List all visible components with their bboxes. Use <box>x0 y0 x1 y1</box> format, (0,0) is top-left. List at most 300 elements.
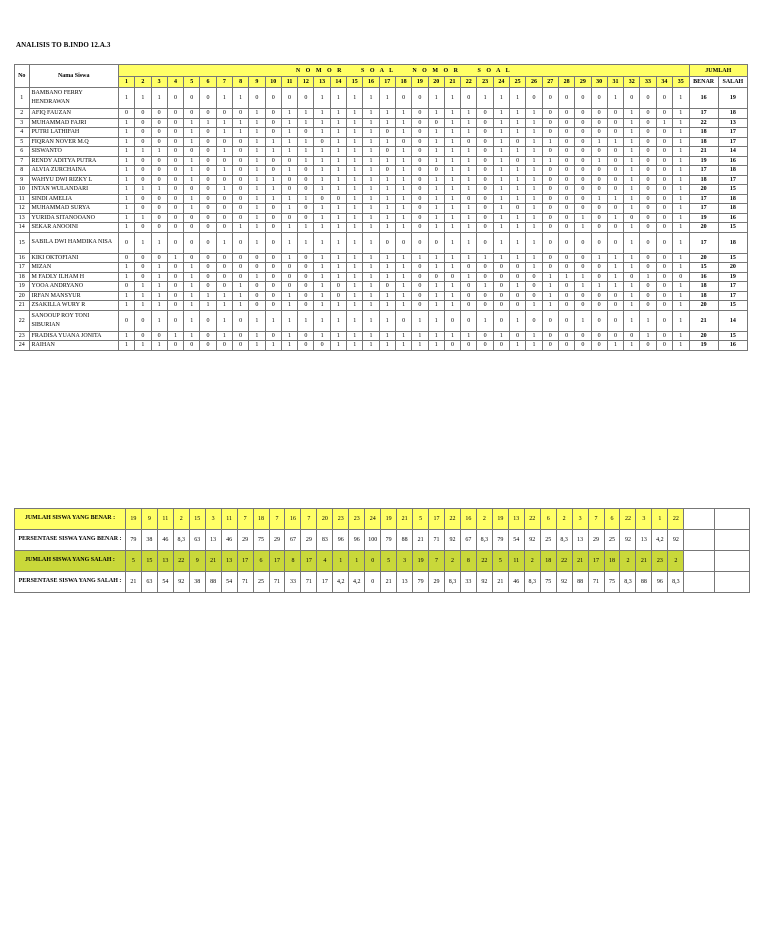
table-row <box>15 310 748 331</box>
score-cell: 0 <box>232 156 248 166</box>
score-cell: 0 <box>314 194 330 204</box>
score-cell: 0 <box>412 282 428 292</box>
score-cell: 0 <box>167 156 183 166</box>
score-cell: 1 <box>461 223 477 233</box>
score-cell: 1 <box>591 194 607 204</box>
score-cell: 1 <box>673 118 690 128</box>
summary-value: 21 <box>125 572 141 593</box>
score-cell: 0 <box>232 232 248 253</box>
score-cell: 1 <box>118 88 134 109</box>
score-cell: 1 <box>363 341 379 351</box>
score-cell: 0 <box>575 175 591 185</box>
score-cell: 0 <box>575 253 591 263</box>
score-cell: 0 <box>118 282 134 292</box>
score-cell: 1 <box>428 291 444 301</box>
score-cell: 1 <box>216 310 232 331</box>
score-cell: 1 <box>624 128 640 138</box>
score-cell: 0 <box>591 223 607 233</box>
score-cell: 1 <box>151 341 167 351</box>
score-cell: 1 <box>428 88 444 109</box>
score-cell: 0 <box>558 156 574 166</box>
score-cell: 0 <box>542 128 558 138</box>
score-cell: 0 <box>591 109 607 119</box>
analysis-table <box>14 64 748 351</box>
score-cell: 1 <box>216 147 232 157</box>
score-cell: 0 <box>575 137 591 147</box>
score-cell: 0 <box>135 331 151 341</box>
summary-value: 13 <box>397 572 413 593</box>
summary-value: 63 <box>189 530 205 551</box>
score-cell: 0 <box>412 291 428 301</box>
score-cell: 0 <box>379 147 395 157</box>
score-cell: 0 <box>510 272 526 282</box>
score-cell: 1 <box>428 213 444 223</box>
score-cell: 1 <box>526 156 542 166</box>
question-number: 35 <box>673 77 690 88</box>
score-cell: 1 <box>510 310 526 331</box>
student-name: BAMBANO FERRY HENDRAWAN <box>29 88 118 109</box>
score-cell: 1 <box>298 118 314 128</box>
table-row <box>15 263 748 273</box>
score-cell: 1 <box>444 88 460 109</box>
score-cell: 1 <box>412 310 428 331</box>
score-cell: 0 <box>656 223 672 233</box>
score-cell: 1 <box>184 166 200 176</box>
score-cell: 0 <box>200 156 216 166</box>
table-row <box>15 301 748 311</box>
score-cell: 0 <box>232 194 248 204</box>
score-cell: 0 <box>232 272 248 282</box>
score-cell: 0 <box>265 263 281 273</box>
score-cell: 1 <box>363 204 379 214</box>
score-cell: 1 <box>526 185 542 195</box>
score-cell: 1 <box>526 147 542 157</box>
score-cell: 1 <box>673 147 690 157</box>
score-cell: 1 <box>444 253 460 263</box>
score-cell: 0 <box>558 128 574 138</box>
score-cell: 1 <box>232 128 248 138</box>
score-cell: 0 <box>510 263 526 273</box>
summary-value: 25 <box>540 530 556 551</box>
score-cell: 1 <box>314 232 330 253</box>
score-cell: 1 <box>591 282 607 292</box>
score-cell: 0 <box>135 263 151 273</box>
score-cell: 0 <box>575 109 591 119</box>
score-cell: 1 <box>298 147 314 157</box>
student-name: WAHYU DWI RIZKY L <box>29 175 118 185</box>
score-cell: 0 <box>461 263 477 273</box>
student-name: ZSAKILLA WURY R <box>29 301 118 311</box>
score-cell: 0 <box>167 128 183 138</box>
total-salah: 20 <box>718 263 747 273</box>
score-cell: 0 <box>151 223 167 233</box>
summary-value: 38 <box>141 530 157 551</box>
score-cell: 1 <box>526 263 542 273</box>
score-cell: 1 <box>444 331 460 341</box>
score-cell: 0 <box>135 253 151 263</box>
summary-value: 13 <box>157 551 173 572</box>
score-cell: 1 <box>526 341 542 351</box>
summary-value: 5 <box>381 551 397 572</box>
score-cell: 1 <box>526 213 542 223</box>
summary-value: 19 <box>492 509 508 530</box>
question-number: 22 <box>461 77 477 88</box>
score-cell: 1 <box>347 310 363 331</box>
summary-value: 19 <box>125 509 141 530</box>
score-cell: 0 <box>281 213 297 223</box>
score-cell: 1 <box>330 109 346 119</box>
score-cell: 1 <box>673 232 690 253</box>
summary-value: 54 <box>157 572 173 593</box>
summary-value: 15 <box>189 509 205 530</box>
score-cell: 1 <box>510 128 526 138</box>
score-cell: 1 <box>673 223 690 233</box>
score-cell: 0 <box>412 109 428 119</box>
summary-table <box>14 508 750 593</box>
score-cell: 0 <box>379 166 395 176</box>
score-cell: 1 <box>461 272 477 282</box>
score-cell: 0 <box>640 223 656 233</box>
summary-value: 8,3 <box>445 572 461 593</box>
score-cell: 0 <box>200 331 216 341</box>
summary-value: 17 <box>317 572 333 593</box>
score-cell: 1 <box>216 118 232 128</box>
total-benar: 16 <box>689 272 718 282</box>
score-cell: 1 <box>444 263 460 273</box>
score-cell: 1 <box>347 253 363 263</box>
summary-value: 54 <box>508 530 524 551</box>
summary-value: 92 <box>556 572 572 593</box>
score-cell: 1 <box>493 194 509 204</box>
total-salah: 17 <box>718 128 747 138</box>
score-cell: 1 <box>379 204 395 214</box>
score-cell: 1 <box>151 301 167 311</box>
score-cell: 1 <box>135 291 151 301</box>
score-cell: 1 <box>575 282 591 292</box>
score-cell: 0 <box>265 118 281 128</box>
score-cell: 0 <box>526 291 542 301</box>
summary-value: 22 <box>668 509 684 530</box>
score-cell: 1 <box>314 185 330 195</box>
summary-value: 13 <box>572 530 588 551</box>
score-cell: 1 <box>363 272 379 282</box>
score-cell: 0 <box>200 310 216 331</box>
score-cell: 1 <box>412 331 428 341</box>
score-cell: 1 <box>379 223 395 233</box>
summary-value: 17 <box>237 551 253 572</box>
score-cell: 1 <box>118 223 134 233</box>
score-cell: 0 <box>558 282 574 292</box>
summary-value: 4,2 <box>349 572 365 593</box>
score-cell: 1 <box>281 253 297 263</box>
score-cell: 1 <box>330 147 346 157</box>
score-cell: 0 <box>151 194 167 204</box>
score-cell: 1 <box>575 310 591 331</box>
score-cell: 1 <box>363 194 379 204</box>
summary-empty-cell <box>684 551 715 572</box>
score-cell: 0 <box>200 232 216 253</box>
score-cell: 0 <box>232 147 248 157</box>
score-cell: 1 <box>314 282 330 292</box>
summary-value: 79 <box>413 572 429 593</box>
score-cell: 1 <box>395 185 411 195</box>
score-cell: 0 <box>216 282 232 292</box>
total-salah: 18 <box>718 232 747 253</box>
score-cell: 0 <box>461 341 477 351</box>
score-cell: 0 <box>200 282 216 292</box>
score-cell: 0 <box>216 194 232 204</box>
score-cell: 1 <box>673 185 690 195</box>
summary-value: 7 <box>588 509 604 530</box>
score-cell: 1 <box>510 194 526 204</box>
score-cell: 1 <box>330 213 346 223</box>
summary-value: 25 <box>604 530 620 551</box>
score-cell: 1 <box>493 128 509 138</box>
summary-value: 3 <box>397 551 413 572</box>
score-cell: 0 <box>232 204 248 214</box>
score-cell: 0 <box>281 272 297 282</box>
score-cell: 1 <box>135 341 151 351</box>
score-cell: 0 <box>135 166 151 176</box>
total-salah: 19 <box>718 88 747 109</box>
score-cell: 1 <box>477 253 493 263</box>
score-cell: 1 <box>493 213 509 223</box>
student-name: MIZAN <box>29 263 118 273</box>
summary-label: PERSENTASE SISWA YANG BENAR : <box>15 530 126 551</box>
score-cell: 1 <box>347 128 363 138</box>
score-cell: 1 <box>216 331 232 341</box>
summary-value: 92 <box>476 572 492 593</box>
score-cell: 1 <box>477 282 493 292</box>
score-cell: 1 <box>330 310 346 331</box>
score-cell: 1 <box>428 194 444 204</box>
score-cell: 1 <box>493 137 509 147</box>
score-cell: 0 <box>151 118 167 128</box>
score-cell: 1 <box>607 253 623 263</box>
summary-value: 22 <box>524 509 540 530</box>
score-cell: 0 <box>591 118 607 128</box>
score-cell: 1 <box>314 223 330 233</box>
score-cell: 1 <box>395 341 411 351</box>
score-cell: 1 <box>428 310 444 331</box>
score-cell: 1 <box>461 166 477 176</box>
score-cell: 0 <box>640 232 656 253</box>
question-number: 4 <box>167 77 183 88</box>
score-cell: 0 <box>330 291 346 301</box>
score-cell: 1 <box>330 118 346 128</box>
summary-value: 96 <box>652 572 668 593</box>
question-number: 11 <box>281 77 297 88</box>
score-cell: 0 <box>510 204 526 214</box>
score-cell: 0 <box>558 147 574 157</box>
student-name: SEKAR ANOOINI <box>29 223 118 233</box>
score-cell: 0 <box>640 194 656 204</box>
score-cell: 1 <box>265 310 281 331</box>
score-cell: 0 <box>477 341 493 351</box>
score-cell: 0 <box>167 137 183 147</box>
summary-value: 71 <box>301 572 317 593</box>
total-salah: 18 <box>718 204 747 214</box>
score-cell: 1 <box>347 272 363 282</box>
summary-value: 23 <box>349 509 365 530</box>
summary-value: 33 <box>460 572 476 593</box>
score-cell: 1 <box>461 253 477 263</box>
summary-value: 2 <box>476 509 492 530</box>
score-cell: 1 <box>347 88 363 109</box>
score-cell: 0 <box>510 301 526 311</box>
student-number: 20 <box>15 291 30 301</box>
score-cell: 0 <box>265 272 281 282</box>
summary-value: 29 <box>237 530 253 551</box>
score-cell: 0 <box>656 156 672 166</box>
score-cell: 1 <box>395 204 411 214</box>
score-cell: 0 <box>200 175 216 185</box>
summary-value: 18 <box>540 551 556 572</box>
summary-value: 17 <box>588 551 604 572</box>
score-cell: 0 <box>575 301 591 311</box>
summary-value: 22 <box>556 551 572 572</box>
score-cell: 0 <box>591 213 607 223</box>
summary-label: JUMLAH SISWA YANG BENAR : <box>15 509 126 530</box>
score-cell: 1 <box>330 185 346 195</box>
student-number: 7 <box>15 156 30 166</box>
score-cell: 1 <box>151 263 167 273</box>
total-benar: 19 <box>689 213 718 223</box>
score-cell: 1 <box>428 223 444 233</box>
score-cell: 1 <box>493 88 509 109</box>
score-cell: 0 <box>591 204 607 214</box>
summary-value: 19 <box>413 551 429 572</box>
score-cell: 0 <box>640 109 656 119</box>
score-cell: 0 <box>412 128 428 138</box>
summary-value: 79 <box>125 530 141 551</box>
question-number: 13 <box>314 77 330 88</box>
score-cell: 0 <box>558 253 574 263</box>
score-cell: 0 <box>232 175 248 185</box>
question-number: 18 <box>395 77 411 88</box>
summary-value: 2 <box>445 551 461 572</box>
score-cell: 1 <box>281 301 297 311</box>
score-cell: 1 <box>135 147 151 157</box>
score-cell: 0 <box>216 109 232 119</box>
score-cell: 1 <box>249 331 265 341</box>
score-cell: 1 <box>673 128 690 138</box>
score-cell: 1 <box>428 175 444 185</box>
score-cell: 1 <box>624 253 640 263</box>
summary-value: 71 <box>429 530 445 551</box>
score-cell: 1 <box>493 253 509 263</box>
score-cell: 1 <box>265 194 281 204</box>
score-cell: 1 <box>314 301 330 311</box>
student-name: RENDY ADITYA PUTRA <box>29 156 118 166</box>
score-cell: 0 <box>575 166 591 176</box>
score-cell: 1 <box>298 109 314 119</box>
score-cell: 1 <box>493 175 509 185</box>
score-cell: 1 <box>461 331 477 341</box>
score-cell: 1 <box>184 291 200 301</box>
score-cell: 0 <box>656 213 672 223</box>
score-cell: 1 <box>444 185 460 195</box>
score-cell: 1 <box>624 204 640 214</box>
score-cell: 0 <box>624 213 640 223</box>
score-cell: 1 <box>347 175 363 185</box>
score-cell: 1 <box>558 272 574 282</box>
summary-value: 63 <box>141 572 157 593</box>
score-cell: 0 <box>118 253 134 263</box>
summary-value: 54 <box>221 572 237 593</box>
score-cell: 0 <box>640 88 656 109</box>
score-cell: 1 <box>330 156 346 166</box>
score-cell: 1 <box>428 185 444 195</box>
score-cell: 0 <box>265 282 281 292</box>
total-salah: 15 <box>718 331 747 341</box>
score-cell: 0 <box>542 341 558 351</box>
score-cell: 1 <box>249 213 265 223</box>
score-cell: 1 <box>184 194 200 204</box>
score-cell: 1 <box>493 331 509 341</box>
score-cell: 1 <box>379 88 395 109</box>
summary-value: 19 <box>381 509 397 530</box>
score-cell: 0 <box>558 194 574 204</box>
summary-row <box>15 551 750 572</box>
score-cell: 1 <box>607 272 623 282</box>
summary-empty-cell <box>684 530 715 551</box>
score-cell: 1 <box>216 166 232 176</box>
summary-value: 2 <box>620 551 636 572</box>
score-cell: 0 <box>493 291 509 301</box>
score-cell: 0 <box>167 272 183 282</box>
score-cell: 1 <box>673 253 690 263</box>
score-cell: 1 <box>526 166 542 176</box>
student-number: 14 <box>15 223 30 233</box>
student-number: 9 <box>15 175 30 185</box>
student-name: SINDI AMELIA <box>29 194 118 204</box>
score-cell: 1 <box>151 185 167 195</box>
score-cell: 0 <box>200 263 216 273</box>
question-number: 2 <box>135 77 151 88</box>
score-cell: 0 <box>477 272 493 282</box>
score-cell: 0 <box>558 175 574 185</box>
header-row-top <box>15 65 748 77</box>
summary-value: 25 <box>253 572 269 593</box>
score-cell: 0 <box>184 88 200 109</box>
score-cell: 1 <box>281 128 297 138</box>
score-cell: 1 <box>118 175 134 185</box>
summary-value: 5 <box>125 551 141 572</box>
score-cell: 0 <box>477 194 493 204</box>
score-cell: 1 <box>298 232 314 253</box>
score-cell: 1 <box>135 213 151 223</box>
score-cell: 0 <box>558 341 574 351</box>
score-cell: 0 <box>135 204 151 214</box>
score-cell: 0 <box>412 156 428 166</box>
score-cell: 0 <box>542 263 558 273</box>
score-cell: 1 <box>607 213 623 223</box>
score-cell: 1 <box>249 175 265 185</box>
score-cell: 1 <box>444 166 460 176</box>
score-cell: 0 <box>575 204 591 214</box>
score-cell: 1 <box>249 156 265 166</box>
score-cell: 1 <box>347 291 363 301</box>
total-benar: 22 <box>689 118 718 128</box>
score-cell: 1 <box>624 232 640 253</box>
score-cell: 0 <box>265 109 281 119</box>
student-number: 19 <box>15 282 30 292</box>
header-row-numbers <box>15 77 748 88</box>
score-cell: 0 <box>461 310 477 331</box>
score-cell: 1 <box>673 175 690 185</box>
score-cell: 0 <box>558 263 574 273</box>
